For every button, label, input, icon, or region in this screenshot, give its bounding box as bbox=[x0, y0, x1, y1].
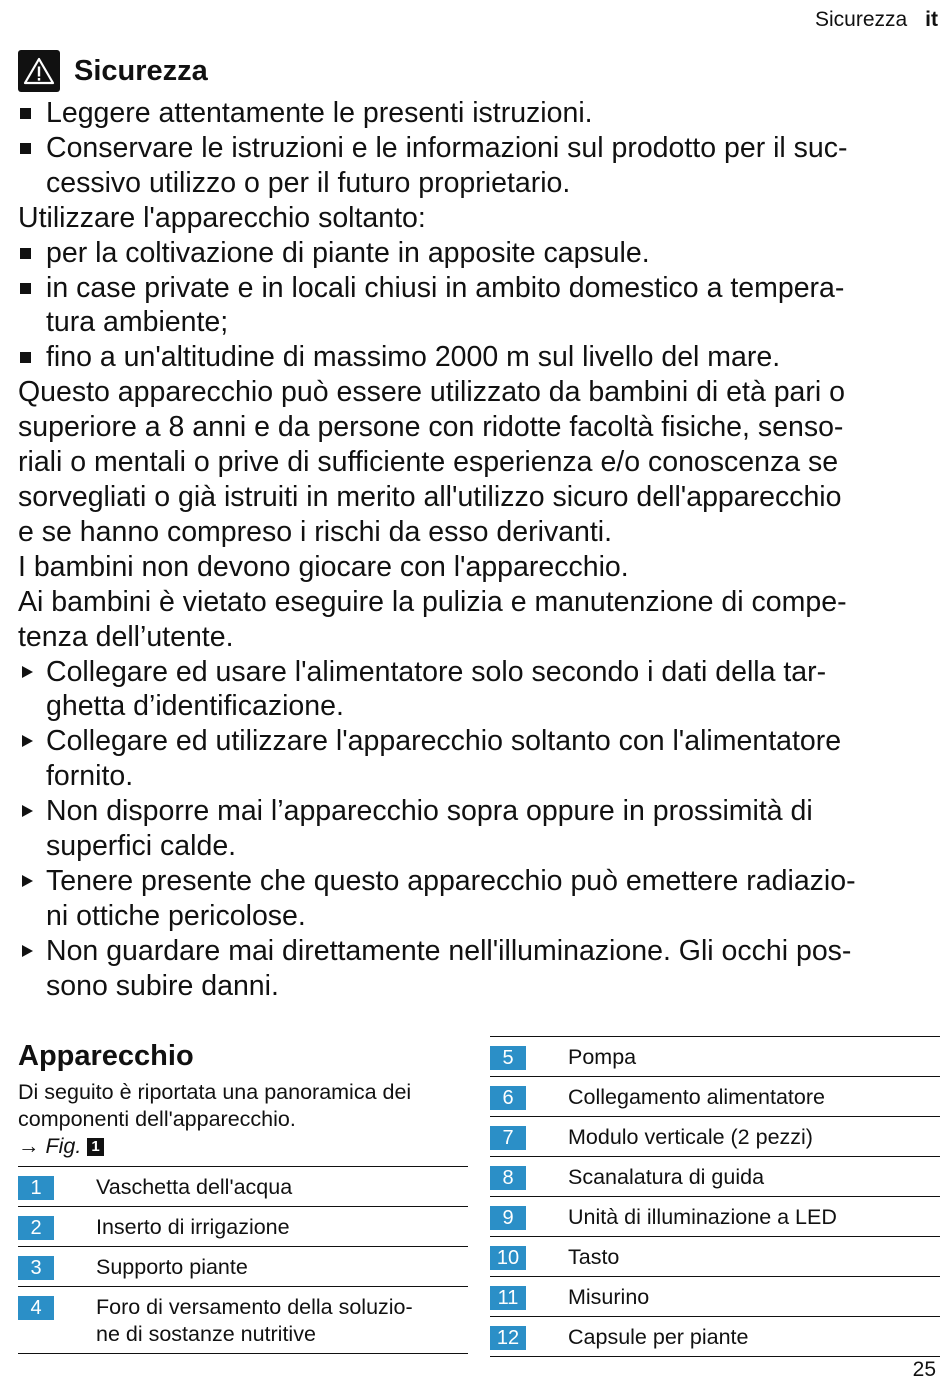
safety-content bbox=[18, 96, 928, 1004]
component-list-left bbox=[18, 1166, 468, 1354]
square-bullet-icon bbox=[20, 248, 31, 259]
component-label: Unità di illuminazione a LED bbox=[568, 1205, 837, 1229]
instruction-item bbox=[18, 655, 928, 725]
bullet-item bbox=[18, 340, 928, 375]
component-row bbox=[490, 1076, 940, 1116]
square-bullet-icon bbox=[20, 143, 31, 154]
section-title: Sicurezza bbox=[74, 54, 208, 87]
item-text: Collegare ed usare l'alimentatore solo secondo i dati della tar- ghetta d’identificazione. bbox=[46, 655, 827, 723]
triangle-arrow-icon bbox=[22, 666, 33, 678]
component-number-badge: 4 bbox=[18, 1296, 54, 1320]
component-number-badge: 2 bbox=[18, 1216, 54, 1240]
component-number-badge: 6 bbox=[490, 1086, 526, 1110]
square-bullet-icon bbox=[20, 283, 31, 294]
square-bullet-icon bbox=[20, 352, 31, 363]
component-number-badge: 10 bbox=[490, 1246, 526, 1270]
paragraph: I bambini non devono giocare con l'apparecchio. bbox=[18, 550, 629, 583]
header-section: Sicurezza bbox=[814, 8, 908, 31]
running-header bbox=[815, 8, 938, 32]
component-row bbox=[490, 1316, 940, 1357]
safety-heading bbox=[18, 48, 928, 94]
component-row bbox=[490, 1116, 940, 1156]
item-text: in case private e in locali chiusi in ambito domestico a tempera- tura ambiente; bbox=[46, 271, 845, 339]
item-text: Conservare le istruzioni e le informazioni sul prodotto per il suc- cessivo utilizzo o per il futuro proprietario. bbox=[46, 131, 848, 199]
instruction-item bbox=[18, 794, 928, 864]
bullet-item bbox=[18, 236, 928, 271]
component-row bbox=[18, 1286, 468, 1354]
component-number-badge: 11 bbox=[490, 1286, 526, 1310]
component-row bbox=[490, 1276, 940, 1316]
page-number: 25 bbox=[912, 1358, 936, 1381]
instruction-item bbox=[18, 934, 928, 1004]
instruction-item bbox=[18, 724, 928, 794]
item-text: Collegare ed utilizzare l'apparecchio soltanto con l'alimentatore fornito. bbox=[46, 725, 842, 793]
device-title: Apparecchio bbox=[18, 1040, 194, 1072]
item-text: fino a un'altitudine di massimo 2000 m sul livello del mare. bbox=[46, 341, 781, 374]
component-row bbox=[18, 1206, 468, 1246]
header-language: it bbox=[925, 8, 938, 31]
item-text: Tenere presente che questo apparecchio può emettere radiazio- ni ottiche pericolose. bbox=[46, 864, 856, 932]
bullet-item bbox=[18, 131, 928, 201]
component-label: Scanalatura di guida bbox=[568, 1165, 765, 1189]
instruction-item bbox=[18, 864, 928, 934]
component-row bbox=[490, 1236, 940, 1276]
component-label: Collegamento alimentatore bbox=[568, 1085, 825, 1109]
component-label: Pompa bbox=[568, 1045, 637, 1069]
triangle-arrow-icon bbox=[22, 945, 33, 957]
warning-icon bbox=[18, 50, 60, 92]
component-label: Vaschetta dell'acqua bbox=[96, 1175, 293, 1199]
figure-number: 1 bbox=[87, 1138, 103, 1156]
item-text: per la coltivazione di piante in apposite capsule. bbox=[46, 236, 650, 269]
bullet-item bbox=[18, 96, 928, 131]
component-label: Supporto piante bbox=[96, 1255, 248, 1279]
item-text: Non guardare mai direttamente nell'illuminazione. Gli occhi pos- sono subire danni. bbox=[46, 934, 852, 1002]
component-number-badge: 9 bbox=[490, 1206, 526, 1230]
safety-section bbox=[18, 48, 928, 1004]
component-label: Misurino bbox=[568, 1285, 650, 1309]
square-bullet-icon bbox=[20, 108, 31, 119]
triangle-arrow-icon bbox=[22, 805, 33, 817]
component-row bbox=[490, 1156, 940, 1196]
arrow-icon: → bbox=[18, 1134, 40, 1158]
component-number-badge: 12 bbox=[490, 1326, 526, 1350]
paragraph: Questo apparecchio può essere utilizzato da bambini di età pari o superiore a 8 anni e da persone con ridotte facoltà fisiche, senso- riali o mentali o prive di sufficiente esperienza e/o conoscenza se sorvegliati o già istruiti in merito all'utilizzo sicuro dell'apparecchio e se hanno compreso i rischi da esso derivanti. bbox=[18, 376, 846, 548]
component-label: Modulo verticale (2 pezzi) bbox=[568, 1125, 813, 1149]
component-row bbox=[490, 1036, 940, 1076]
item-text: Non disporre mai l’apparecchio sopra oppure in prossimità di superfici calde. bbox=[46, 795, 813, 863]
component-label: Inserto di irrigazione bbox=[96, 1215, 290, 1239]
device-description: Di seguito è riportata una panoramica dei componenti dell'apparecchio. bbox=[18, 1080, 412, 1131]
component-number-badge: 3 bbox=[18, 1256, 54, 1280]
component-row bbox=[490, 1196, 940, 1236]
component-number-badge: 5 bbox=[490, 1046, 526, 1070]
figure-label: Fig. bbox=[45, 1134, 82, 1158]
triangle-arrow-icon bbox=[22, 875, 33, 887]
component-label: Foro di versamento della soluzio- ne di sostanze nutritive bbox=[96, 1295, 413, 1346]
component-row bbox=[18, 1246, 468, 1286]
paragraph: Ai bambini è vietato eseguire la pulizia e manutenzione di compe- tenza dell’utente. bbox=[18, 585, 847, 653]
bullet-item bbox=[18, 271, 928, 341]
figure-reference bbox=[18, 1133, 104, 1159]
component-number-badge: 7 bbox=[490, 1126, 526, 1150]
component-number-badge: 8 bbox=[490, 1166, 526, 1190]
component-number-badge: 1 bbox=[18, 1176, 54, 1200]
component-row bbox=[18, 1166, 468, 1206]
paragraph: Utilizzare l'apparecchio soltanto: bbox=[18, 201, 426, 234]
component-label: Tasto bbox=[568, 1245, 620, 1269]
triangle-arrow-icon bbox=[22, 735, 33, 747]
component-label: Capsule per piante bbox=[568, 1325, 749, 1349]
item-text: Leggere attentamente le presenti istruzioni. bbox=[46, 97, 593, 129]
component-list-right bbox=[490, 1036, 940, 1357]
